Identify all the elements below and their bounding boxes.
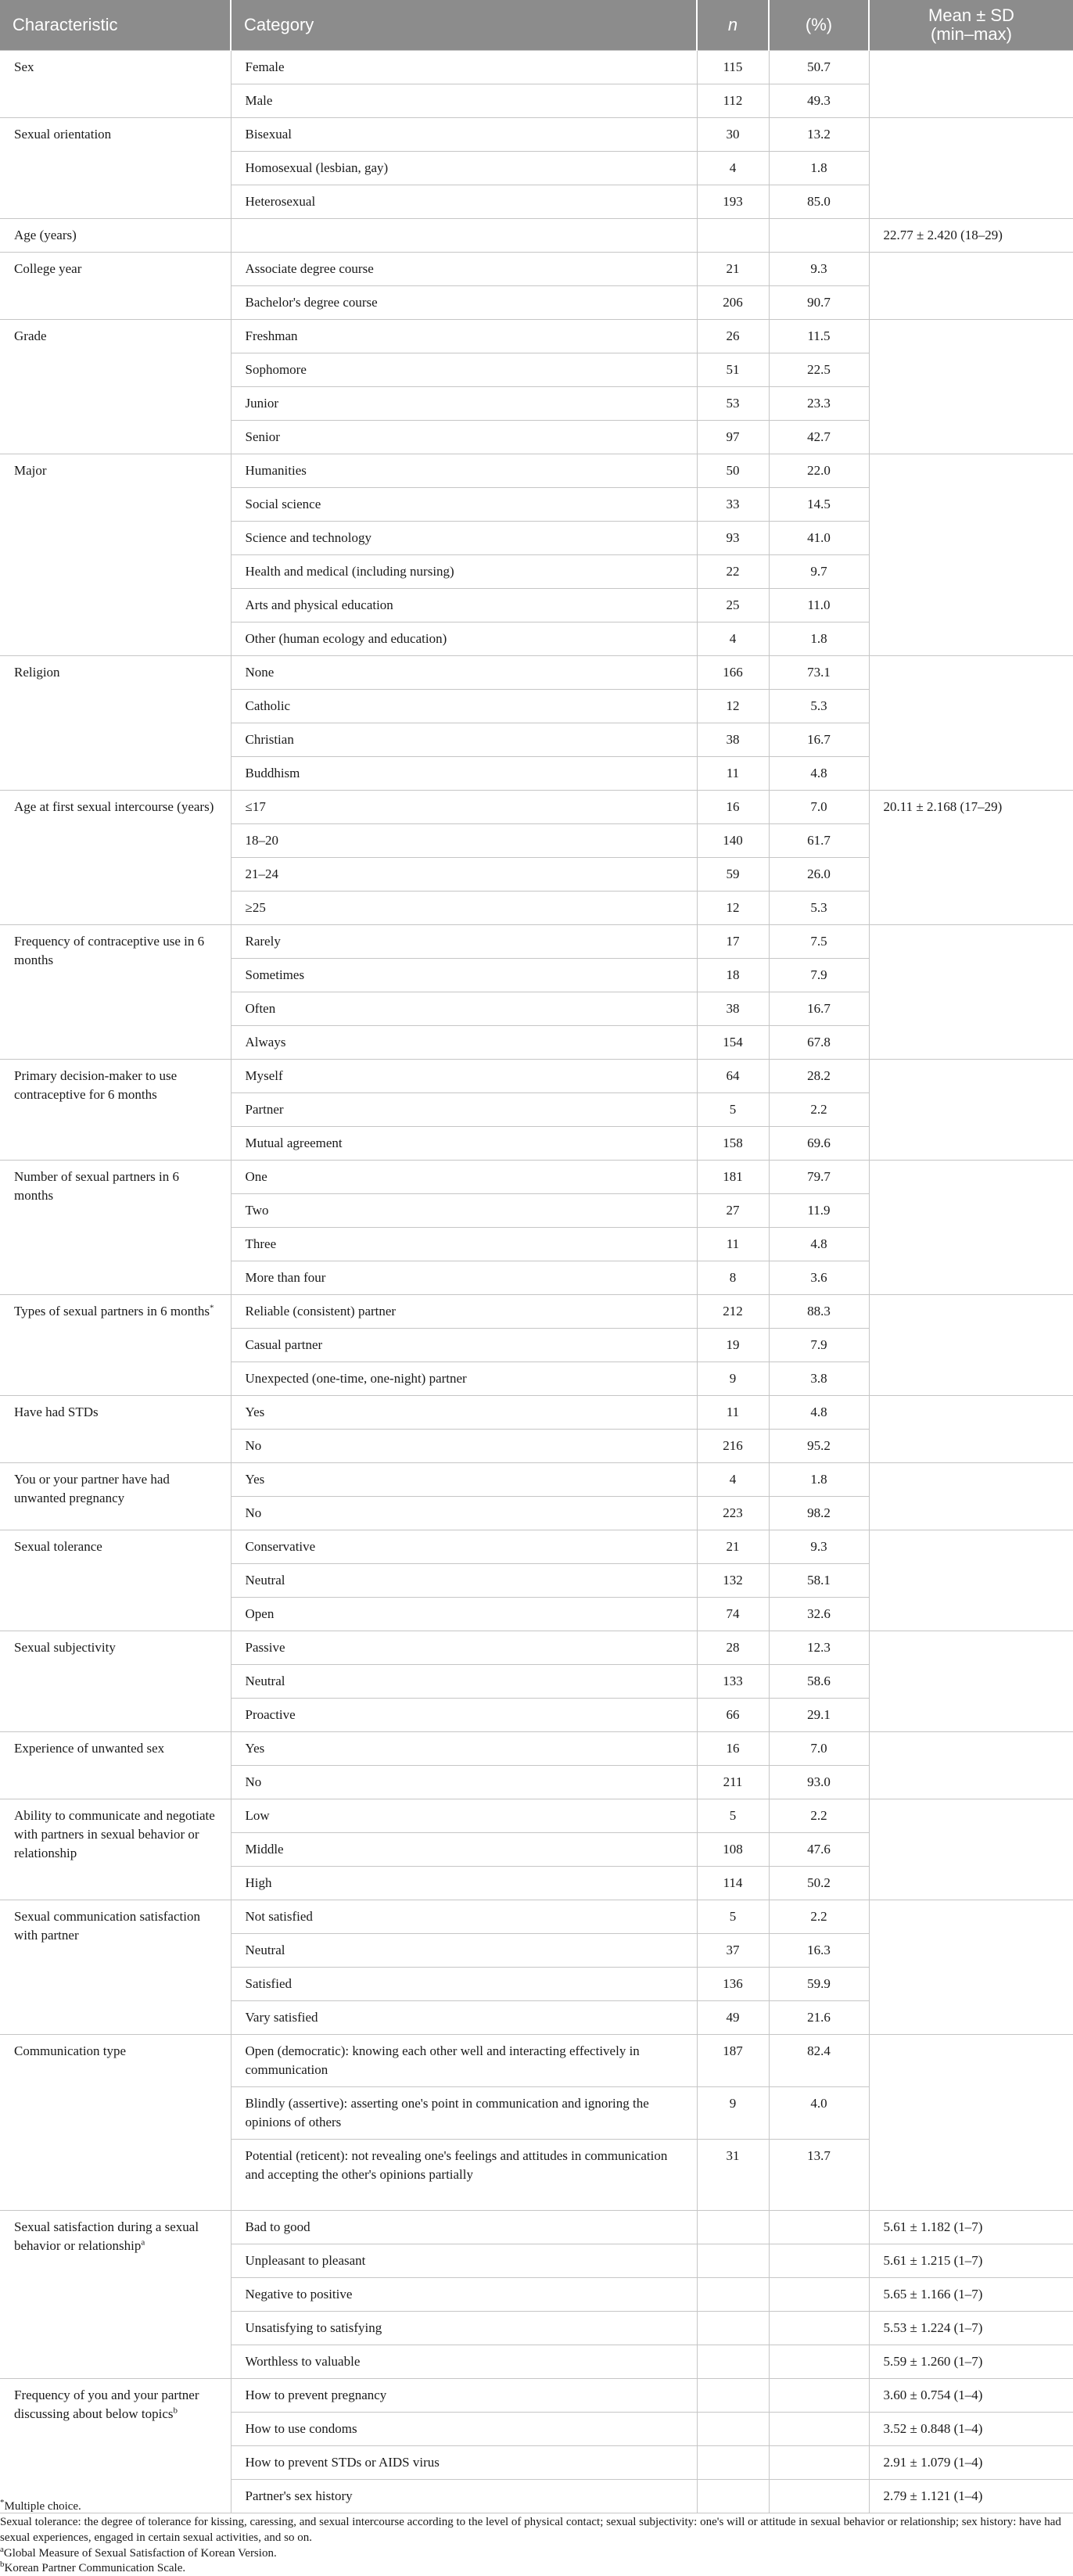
- mean-sd-cell: [869, 1463, 1073, 1530]
- category-cell: Sophomore: [231, 353, 697, 387]
- percent-cell: 7.0: [769, 791, 869, 824]
- n-cell: 25: [697, 589, 769, 622]
- table-row: [0, 925, 1073, 959]
- mean-sd-cell: [869, 320, 1073, 454]
- n-cell: 4: [697, 622, 769, 656]
- table-body: [0, 51, 1073, 2513]
- percent-cell: 58.1: [769, 1564, 869, 1598]
- n-cell: 16: [697, 1732, 769, 1766]
- category-cell: Neutral: [231, 1665, 697, 1699]
- percent-cell: 5.3: [769, 690, 869, 723]
- mean-sd-cell: 22.77 ± 2.420 (18–29): [869, 219, 1073, 253]
- n-cell: 93: [697, 522, 769, 555]
- n-cell: 53: [697, 387, 769, 421]
- category-cell: 18–20: [231, 824, 697, 858]
- n-cell: 16: [697, 791, 769, 824]
- percent-cell: 58.6: [769, 1665, 869, 1699]
- n-cell: 27: [697, 1194, 769, 1228]
- n-cell: 50: [697, 454, 769, 488]
- category-cell: Passive: [231, 1631, 697, 1665]
- mean-sd-cell: 5.59 ± 1.260 (1–7): [869, 2345, 1073, 2379]
- table-row: [0, 656, 1073, 690]
- n-cell: 59: [697, 858, 769, 892]
- table-row: [0, 1799, 1073, 1833]
- n-cell: 181: [697, 1161, 769, 1194]
- category-cell: Mutual agreement: [231, 1127, 697, 1161]
- percent-cell: 2.2: [769, 1799, 869, 1833]
- category-cell: Casual partner: [231, 1329, 697, 1362]
- n-cell: 187: [697, 2035, 769, 2087]
- n-cell: 133: [697, 1665, 769, 1699]
- n-cell: 12: [697, 892, 769, 925]
- percent-cell: 50.2: [769, 1867, 869, 1900]
- n-cell: 38: [697, 992, 769, 1026]
- mean-sd-cell: 5.53 ± 1.224 (1–7): [869, 2312, 1073, 2345]
- n-cell: 21: [697, 253, 769, 286]
- footnote-multiple-choice: *Multiple choice.: [0, 2498, 81, 2513]
- category-cell: Catholic: [231, 690, 697, 723]
- percent-cell: [769, 2244, 869, 2278]
- n-cell: [697, 2312, 769, 2345]
- n-cell: 49: [697, 2001, 769, 2035]
- characteristic-cell: Religion: [0, 656, 231, 791]
- percent-cell: 23.3: [769, 387, 869, 421]
- mean-sd-cell: [869, 454, 1073, 656]
- percent-cell: [769, 2211, 869, 2244]
- percent-cell: 22.5: [769, 353, 869, 387]
- category-cell: Two: [231, 1194, 697, 1228]
- header-category: Category: [231, 0, 697, 51]
- characteristic-cell: Primary decision-maker to use contraceptive for 6 months: [0, 1060, 231, 1161]
- n-cell: 9: [697, 2087, 769, 2140]
- mean-sd-cell: [869, 925, 1073, 1060]
- table-footnotes: [0, 2499, 1073, 2576]
- percent-cell: 2.2: [769, 1093, 869, 1127]
- percent-cell: 16.7: [769, 723, 869, 757]
- mean-sd-cell: [869, 1799, 1073, 1900]
- n-cell: 216: [697, 1430, 769, 1463]
- category-cell: Sometimes: [231, 959, 697, 992]
- category-cell: Bachelor's degree course: [231, 286, 697, 320]
- n-cell: 9: [697, 1362, 769, 1396]
- mean-sd-cell: [869, 1396, 1073, 1463]
- category-cell: Often: [231, 992, 697, 1026]
- table-row: [0, 320, 1073, 353]
- percent-cell: 69.6: [769, 1127, 869, 1161]
- footnote-kpcs: $^b$Korean Partner Communication Scale.: [0, 2560, 186, 2574]
- n-cell: 30: [697, 118, 769, 152]
- percent-cell: [769, 2278, 869, 2312]
- percent-cell: 4.8: [769, 1396, 869, 1430]
- n-cell: 108: [697, 1833, 769, 1867]
- category-cell: High: [231, 1867, 697, 1900]
- percent-cell: 11.9: [769, 1194, 869, 1228]
- n-cell: 5: [697, 1093, 769, 1127]
- table-row: [0, 2035, 1073, 2087]
- percent-cell: 93.0: [769, 1766, 869, 1799]
- n-cell: 18: [697, 959, 769, 992]
- percent-cell: 13.7: [769, 2140, 869, 2211]
- header-mean-sd: Mean ± SD (min–max): [869, 0, 1073, 51]
- percent-cell: 47.6: [769, 1833, 869, 1867]
- category-cell: More than four: [231, 1261, 697, 1295]
- n-cell: 33: [697, 488, 769, 522]
- header-percent: (%): [769, 0, 869, 51]
- percent-cell: 5.3: [769, 892, 869, 925]
- n-cell: 28: [697, 1631, 769, 1665]
- category-cell: Unexpected (one-time, one-night) partner: [231, 1362, 697, 1396]
- category-cell: Heterosexual: [231, 185, 697, 219]
- n-cell: 74: [697, 1598, 769, 1631]
- n-cell: [697, 219, 769, 253]
- percent-cell: 1.8: [769, 1463, 869, 1497]
- n-cell: [697, 2379, 769, 2413]
- category-cell: Yes: [231, 1463, 697, 1497]
- category-cell: Unsatisfying to satisfying: [231, 2312, 697, 2345]
- percent-cell: 7.9: [769, 1329, 869, 1362]
- percent-cell: 28.2: [769, 1060, 869, 1093]
- category-cell: Partner's sex history: [231, 2480, 697, 2513]
- percent-cell: 61.7: [769, 824, 869, 858]
- characteristic-cell: Sexual satisfaction during a sexual behavior or relationship$^a$: [0, 2211, 231, 2379]
- percent-cell: 4.8: [769, 757, 869, 791]
- mean-sd-cell: [869, 1732, 1073, 1799]
- percent-cell: 9.3: [769, 253, 869, 286]
- percent-cell: 22.0: [769, 454, 869, 488]
- n-cell: 11: [697, 1228, 769, 1261]
- table-row: [0, 1295, 1073, 1329]
- percent-cell: 1.8: [769, 152, 869, 185]
- n-cell: 22: [697, 555, 769, 589]
- table-row: [0, 2379, 1073, 2413]
- table-row: [0, 51, 1073, 84]
- n-cell: 66: [697, 1699, 769, 1732]
- n-cell: 64: [697, 1060, 769, 1093]
- percent-cell: 88.3: [769, 1295, 869, 1329]
- percent-cell: 16.3: [769, 1934, 869, 1968]
- characteristic-cell: Types of sexual partners in 6 months*: [0, 1295, 231, 1396]
- category-cell: Always: [231, 1026, 697, 1060]
- category-cell: No: [231, 1766, 697, 1799]
- footnote-definitions: Sexual tolerance: the degree of tolerance for kissing, caressing, and sexual intercourse according to the level of physical contact; sexual subjectivity: one's will or attitude in sexual behavior or relationship; sex history: have had sexual experiences, engaged in certain sexual activities, and so on.: [0, 2516, 1061, 2544]
- percent-cell: 42.7: [769, 421, 869, 454]
- n-cell: 5: [697, 1900, 769, 1934]
- percent-cell: [769, 219, 869, 253]
- percent-cell: 21.6: [769, 2001, 869, 2035]
- category-cell: Potential (reticent): not revealing one's feelings and attitudes in communication and accepting the other's opinions partially: [231, 2140, 697, 2211]
- category-cell: Yes: [231, 1732, 697, 1766]
- category-cell: Partner: [231, 1093, 697, 1127]
- characteristic-cell: Sexual tolerance: [0, 1530, 231, 1631]
- n-cell: 115: [697, 51, 769, 84]
- mean-sd-cell: 3.52 ± 0.848 (1–4): [869, 2413, 1073, 2446]
- category-cell: Negative to positive: [231, 2278, 697, 2312]
- percent-cell: 50.7: [769, 51, 869, 84]
- percent-cell: [769, 2312, 869, 2345]
- percent-cell: [769, 2345, 869, 2379]
- table-row: [0, 2211, 1073, 2244]
- n-cell: 114: [697, 1867, 769, 1900]
- category-cell: Health and medical (including nursing): [231, 555, 697, 589]
- n-cell: 31: [697, 2140, 769, 2211]
- n-cell: [697, 2413, 769, 2446]
- n-cell: 166: [697, 656, 769, 690]
- characteristic-cell: Number of sexual partners in 6 months: [0, 1161, 231, 1295]
- characteristic-cell: Experience of unwanted sex: [0, 1732, 231, 1799]
- characteristic-cell: You or your partner have had unwanted pregnancy: [0, 1463, 231, 1530]
- category-cell: Junior: [231, 387, 697, 421]
- category-cell: [231, 219, 697, 253]
- category-cell: Worthless to valuable: [231, 2345, 697, 2379]
- category-cell: Christian: [231, 723, 697, 757]
- category-cell: Female: [231, 51, 697, 84]
- mean-sd-cell: [869, 1900, 1073, 2035]
- table-row: [0, 253, 1073, 286]
- characteristic-cell: Sexual subjectivity: [0, 1631, 231, 1732]
- n-cell: 158: [697, 1127, 769, 1161]
- percent-cell: 67.8: [769, 1026, 869, 1060]
- category-cell: Neutral: [231, 1564, 697, 1598]
- header-characteristic: Characteristic: [0, 0, 231, 51]
- characteristic-cell: Ability to communicate and negotiate with partners in sexual behavior or relationship: [0, 1799, 231, 1900]
- mean-sd-cell: [869, 1530, 1073, 1631]
- percent-cell: 95.2: [769, 1430, 869, 1463]
- category-cell: 21–24: [231, 858, 697, 892]
- table-row: [0, 1732, 1073, 1766]
- mean-sd-cell: [869, 51, 1073, 118]
- category-cell: ≤17: [231, 791, 697, 824]
- percent-cell: 16.7: [769, 992, 869, 1026]
- mean-sd-cell: 5.61 ± 1.215 (1–7): [869, 2244, 1073, 2278]
- percent-cell: 9.3: [769, 1530, 869, 1564]
- characteristic-cell: Major: [0, 454, 231, 656]
- n-cell: 132: [697, 1564, 769, 1598]
- table-row: [0, 454, 1073, 488]
- category-cell: How to prevent STDs or AIDS virus: [231, 2446, 697, 2480]
- category-cell: Vary satisfied: [231, 2001, 697, 2035]
- category-cell: Senior: [231, 421, 697, 454]
- n-cell: 38: [697, 723, 769, 757]
- mean-sd-cell: [869, 1060, 1073, 1161]
- n-cell: 112: [697, 84, 769, 118]
- n-cell: 206: [697, 286, 769, 320]
- footnote-gmsex: $^a$Global Measure of Sexual Satisfaction of Korean Version.: [0, 2545, 277, 2560]
- category-cell: No: [231, 1497, 697, 1530]
- category-cell: Blindly (assertive): asserting one's point in communication and ignoring the opinions of others: [231, 2087, 697, 2140]
- category-cell: Freshman: [231, 320, 697, 353]
- n-cell: 4: [697, 1463, 769, 1497]
- percent-cell: 49.3: [769, 84, 869, 118]
- n-cell: 193: [697, 185, 769, 219]
- category-cell: Homosexual (lesbian, gay): [231, 152, 697, 185]
- mean-sd-cell: 2.79 ± 1.121 (1–4): [869, 2480, 1073, 2513]
- mean-sd-cell: 5.61 ± 1.182 (1–7): [869, 2211, 1073, 2244]
- category-cell: Open (democratic): knowing each other well and interacting effectively in communication: [231, 2035, 697, 2087]
- percent-cell: 7.5: [769, 925, 869, 959]
- table-header-row: [0, 0, 1073, 51]
- table-row: [0, 1396, 1073, 1430]
- category-cell: Bisexual: [231, 118, 697, 152]
- n-cell: 97: [697, 421, 769, 454]
- percent-cell: 3.6: [769, 1261, 869, 1295]
- mean-sd-cell: 3.60 ± 0.754 (1–4): [869, 2379, 1073, 2413]
- category-cell: Rarely: [231, 925, 697, 959]
- mean-sd-cell: [869, 1295, 1073, 1396]
- percent-cell: 32.6: [769, 1598, 869, 1631]
- category-cell: Yes: [231, 1396, 697, 1430]
- characteristic-cell: College year: [0, 253, 231, 320]
- characteristic-cell: Communication type: [0, 2035, 231, 2211]
- percent-cell: 85.0: [769, 185, 869, 219]
- category-cell: None: [231, 656, 697, 690]
- characteristic-cell: Age (years): [0, 219, 231, 253]
- category-cell: Open: [231, 1598, 697, 1631]
- percent-cell: 79.7: [769, 1161, 869, 1194]
- percent-cell: 1.8: [769, 622, 869, 656]
- n-cell: 8: [697, 1261, 769, 1295]
- n-cell: 5: [697, 1799, 769, 1833]
- n-cell: [697, 2244, 769, 2278]
- table-row: [0, 1631, 1073, 1665]
- mean-sd-cell: 20.11 ± 2.168 (17–29): [869, 791, 1073, 925]
- n-cell: 19: [697, 1329, 769, 1362]
- percent-cell: 2.2: [769, 1900, 869, 1934]
- category-cell: Associate degree course: [231, 253, 697, 286]
- mean-sd-cell: [869, 118, 1073, 219]
- characteristic-cell: Sexual orientation: [0, 118, 231, 219]
- percent-cell: [769, 2379, 869, 2413]
- category-cell: Social science: [231, 488, 697, 522]
- category-cell: Not satisfied: [231, 1900, 697, 1934]
- table-row: [0, 118, 1073, 152]
- characteristic-cell: Have had STDs: [0, 1396, 231, 1463]
- percent-cell: 26.0: [769, 858, 869, 892]
- category-cell: Conservative: [231, 1530, 697, 1564]
- category-cell: Science and technology: [231, 522, 697, 555]
- table-row: [0, 219, 1073, 253]
- n-cell: 154: [697, 1026, 769, 1060]
- n-cell: 140: [697, 824, 769, 858]
- n-cell: 136: [697, 1968, 769, 2001]
- header-n: n: [697, 0, 769, 51]
- table-row: [0, 1060, 1073, 1093]
- mean-sd-cell: [869, 2035, 1073, 2211]
- category-cell: Proactive: [231, 1699, 697, 1732]
- characteristic-cell: Frequency of you and your partner discussing about below topics$^b$: [0, 2379, 231, 2513]
- percent-cell: 90.7: [769, 286, 869, 320]
- category-cell: No: [231, 1430, 697, 1463]
- n-cell: [697, 2345, 769, 2379]
- table-row: [0, 1900, 1073, 1934]
- percent-cell: 14.5: [769, 488, 869, 522]
- n-cell: 26: [697, 320, 769, 353]
- percent-cell: 59.9: [769, 1968, 869, 2001]
- n-cell: 211: [697, 1766, 769, 1799]
- percent-cell: 12.3: [769, 1631, 869, 1665]
- n-cell: 223: [697, 1497, 769, 1530]
- n-cell: 11: [697, 1396, 769, 1430]
- table-row: [0, 1530, 1073, 1564]
- percent-cell: 7.9: [769, 959, 869, 992]
- n-cell: [697, 2211, 769, 2244]
- percent-cell: 11.5: [769, 320, 869, 353]
- percent-cell: 98.2: [769, 1497, 869, 1530]
- n-cell: 212: [697, 1295, 769, 1329]
- percent-cell: 13.2: [769, 118, 869, 152]
- category-cell: How to use condoms: [231, 2413, 697, 2446]
- mean-sd-cell: 5.65 ± 1.166 (1–7): [869, 2278, 1073, 2312]
- percent-cell: 29.1: [769, 1699, 869, 1732]
- mean-sd-cell: [869, 656, 1073, 791]
- characteristic-cell: Grade: [0, 320, 231, 454]
- n-cell: 11: [697, 757, 769, 791]
- mean-sd-cell: [869, 253, 1073, 320]
- n-cell: 17: [697, 925, 769, 959]
- mean-sd-cell: [869, 1631, 1073, 1732]
- percent-cell: 4.8: [769, 1228, 869, 1261]
- percent-cell: 82.4: [769, 2035, 869, 2087]
- category-cell: Three: [231, 1228, 697, 1261]
- percent-cell: 41.0: [769, 522, 869, 555]
- percent-cell: 7.0: [769, 1732, 869, 1766]
- characteristic-cell: Age at first sexual intercourse (years): [0, 791, 231, 925]
- percent-cell: 4.0: [769, 2087, 869, 2140]
- category-cell: Low: [231, 1799, 697, 1833]
- category-cell: One: [231, 1161, 697, 1194]
- category-cell: Humanities: [231, 454, 697, 488]
- mean-sd-cell: 2.91 ± 1.079 (1–4): [869, 2446, 1073, 2480]
- n-cell: 4: [697, 152, 769, 185]
- category-cell: Myself: [231, 1060, 697, 1093]
- category-cell: Satisfied: [231, 1968, 697, 2001]
- category-cell: Buddhism: [231, 757, 697, 791]
- table-row: [0, 791, 1073, 824]
- n-cell: 37: [697, 1934, 769, 1968]
- percent-cell: 11.0: [769, 589, 869, 622]
- n-cell: [697, 2278, 769, 2312]
- category-cell: Reliable (consistent) partner: [231, 1295, 697, 1329]
- category-cell: Unpleasant to pleasant: [231, 2244, 697, 2278]
- n-cell: 51: [697, 353, 769, 387]
- n-cell: 12: [697, 690, 769, 723]
- category-cell: Other (human ecology and education): [231, 622, 697, 656]
- percent-cell: 73.1: [769, 656, 869, 690]
- category-cell: Neutral: [231, 1934, 697, 1968]
- percent-cell: [769, 2446, 869, 2480]
- category-cell: Middle: [231, 1833, 697, 1867]
- category-cell: Bad to good: [231, 2211, 697, 2244]
- table-row: [0, 1463, 1073, 1497]
- n-cell: [697, 2446, 769, 2480]
- percent-cell: [769, 2413, 869, 2446]
- category-cell: Arts and physical education: [231, 589, 697, 622]
- percent-cell: 3.8: [769, 1362, 869, 1396]
- characteristic-cell: Frequency of contraceptive use in 6 months: [0, 925, 231, 1060]
- percent-cell: 9.7: [769, 555, 869, 589]
- table-row: [0, 1161, 1073, 1194]
- n-cell: 21: [697, 1530, 769, 1564]
- category-cell: How to prevent pregnancy: [231, 2379, 697, 2413]
- mean-sd-cell: [869, 1161, 1073, 1295]
- characteristic-cell: Sex: [0, 51, 231, 118]
- category-cell: ≥25: [231, 892, 697, 925]
- category-cell: Male: [231, 84, 697, 118]
- characteristic-cell: Sexual communication satisfaction with partner: [0, 1900, 231, 2035]
